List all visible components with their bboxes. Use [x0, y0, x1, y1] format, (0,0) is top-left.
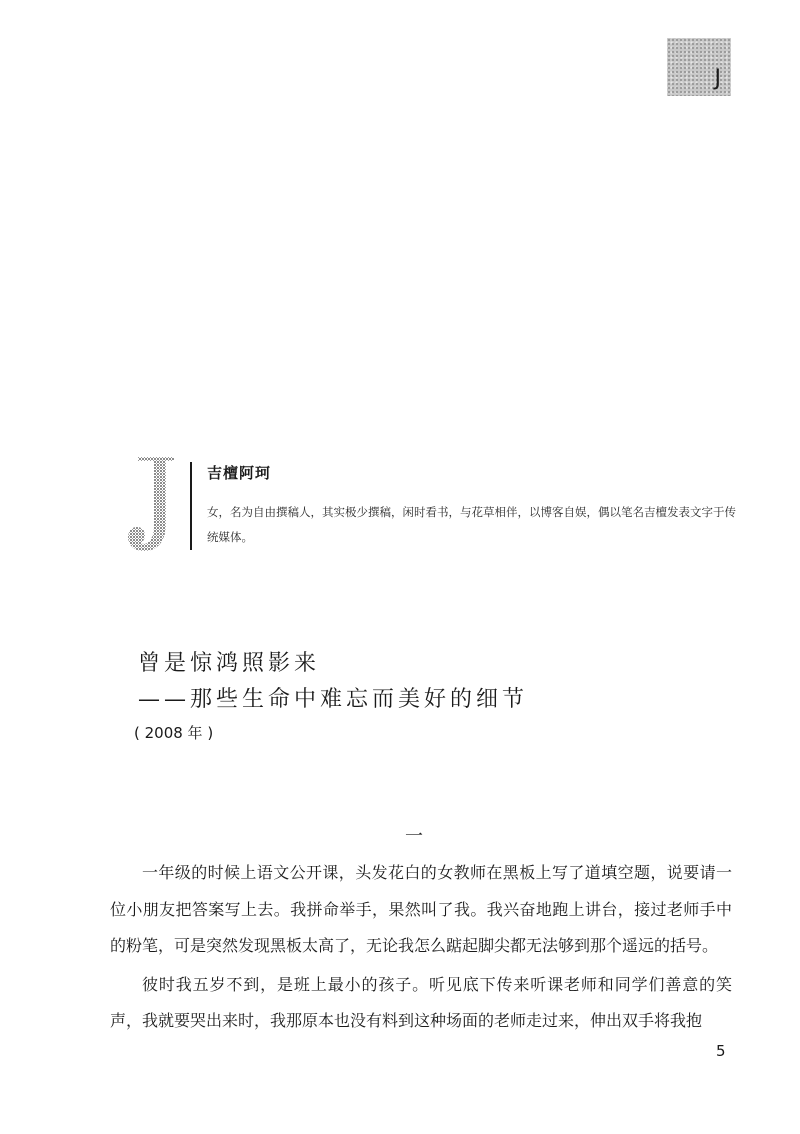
page-number: 5	[716, 1042, 726, 1060]
author-bio: 女，名为自由撰稿人，其实极少撰稿，闲时看书，与花草相伴，以博客自娱，偶以笔名吉檀发表文字于传统媒体。	[207, 505, 736, 544]
chapter-tab-letter: J	[714, 66, 721, 91]
author-name: 吉檀阿珂	[207, 464, 272, 482]
article-title: 曾是惊鸿照影来	[138, 651, 321, 676]
author-divider	[190, 462, 192, 550]
article-subtitle: ——那些生命中难忘而美好的细节	[138, 687, 529, 712]
section-marker	[0, 822, 800, 848]
body-paragraph: 彼时我五岁不到，是班上最小的孩子。听见底下传来听课老师和同学们善意的笑声，我就要哭出来时，我那原本也没有料到这种场面的老师走过来，伸出双手将我抱	[110, 974, 732, 1030]
article-year: ( 2008 年 )	[134, 724, 214, 742]
chapter-tab	[667, 38, 731, 96]
author-initial-ornament-icon	[124, 455, 184, 555]
body-paragraph: 一年级的时候上语文公开课，头发花白的女教师在黑板上写了道填空题，说要请一位小朋友把答案写上去。我拼命举手，果然叫了我。我兴奋地跑上讲台，接过老师手中的粉笔，可是突然发现黑板太高了，无论我怎么踮起脚尖都无法够到那个遥远的括号。	[110, 863, 732, 955]
article-body	[110, 855, 732, 1042]
section-marker-text: 一	[405, 826, 423, 847]
